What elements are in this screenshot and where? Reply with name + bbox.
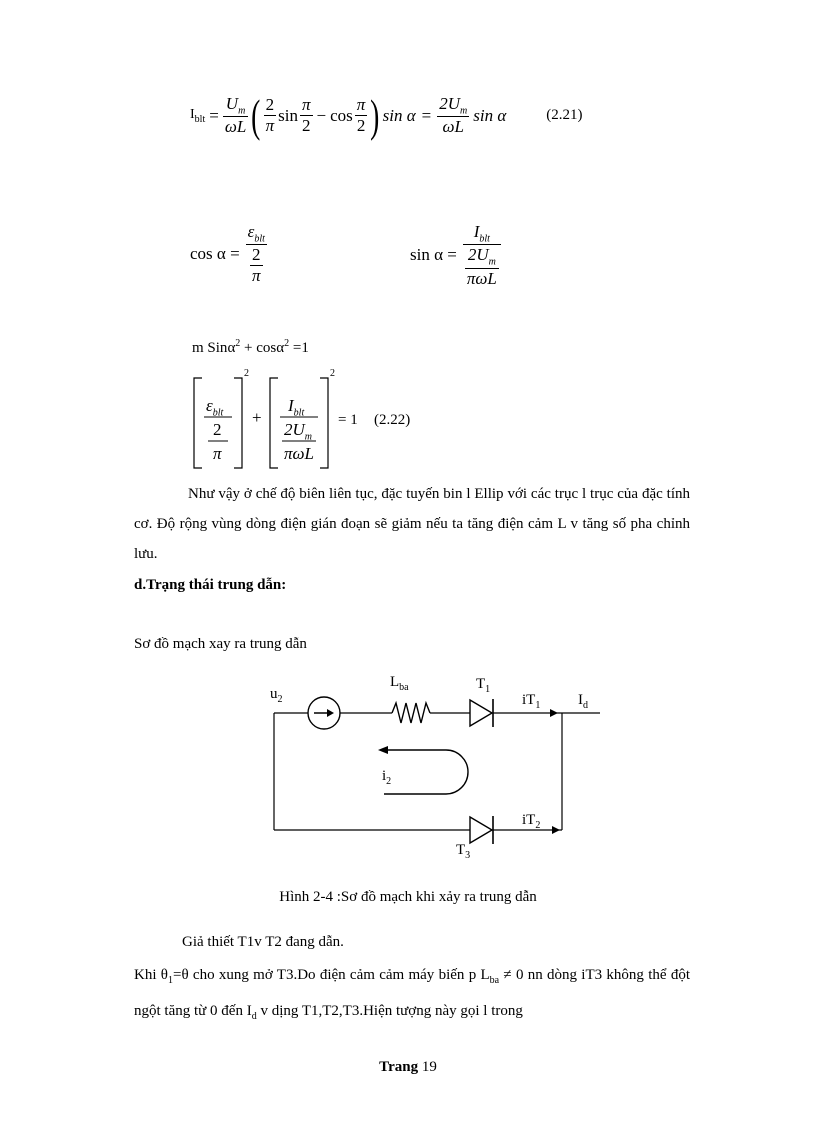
- cos-alpha-eps: ε: [247, 222, 255, 241]
- eq22-sq-1: 2: [244, 368, 249, 379]
- eq21-omega-l: ωL: [224, 117, 247, 137]
- p3-sub-b: ba: [489, 975, 500, 986]
- sin-alpha-pi-omega-l: πωL: [466, 268, 497, 288]
- p3-part-a: Khi θ: [134, 967, 168, 983]
- eq22-i-sub: blt: [293, 407, 305, 419]
- footer-label: Trang: [379, 1059, 419, 1075]
- diode-t1-icon: [470, 700, 492, 726]
- eq21-two-um-sub: m: [460, 105, 468, 117]
- label-it1-sub: 1: [535, 700, 541, 711]
- label-u2-sub: 2: [277, 694, 283, 705]
- sin-alpha-two-um: 2U: [467, 245, 489, 265]
- identity-m-sin: m Sin: [192, 340, 228, 356]
- eq21-pi-b: π: [356, 95, 366, 115]
- label-t3-sub: 3: [465, 850, 471, 861]
- sin-alpha-um-sub: m: [488, 256, 496, 268]
- label-id-sym: I: [578, 692, 583, 708]
- label-it1: [522, 690, 540, 716]
- sin-alpha-lhs: sin α =: [410, 245, 457, 265]
- eq21-two-um: 2U: [439, 94, 461, 113]
- eq21-um: U: [225, 94, 239, 113]
- eq21-two-b: 2: [355, 115, 368, 136]
- label-it2: [522, 810, 540, 836]
- label-t1: [476, 674, 490, 700]
- p3-sub-a: 1: [167, 975, 173, 986]
- eq22-pi: π: [213, 444, 222, 463]
- eq21-um-sub: m: [238, 105, 246, 117]
- label-id-sub: d: [583, 700, 588, 711]
- identity-line: [192, 334, 309, 358]
- cos-alpha-pi: π: [252, 266, 261, 286]
- sin-alpha-i: I: [473, 222, 480, 241]
- label-i2-sym: i: [382, 768, 387, 784]
- equation-2-22: [190, 364, 470, 476]
- footer-page-number: 19: [421, 1059, 437, 1075]
- equation-cos-alpha: [190, 222, 267, 286]
- cos-alpha-two: 2: [252, 245, 261, 265]
- label-it2-sub: 2: [535, 820, 541, 831]
- eq22-two-um: [284, 420, 312, 442]
- eq21-frac-2um-omegal: [437, 94, 469, 137]
- eq22-i-sym: I: [288, 396, 294, 415]
- identity-alpha-2: α: [276, 340, 285, 356]
- eq21-equals-1: =: [209, 105, 219, 125]
- eq21-sin: sin: [278, 105, 298, 125]
- sin-alpha-i-sub: blt: [479, 233, 490, 245]
- equation-sin-alpha: [410, 222, 501, 289]
- label-lba-sym: L: [390, 674, 400, 690]
- cos-alpha-eps-sub: blt: [254, 233, 265, 245]
- label-t1-sub: 1: [485, 684, 491, 695]
- eq22-eps-sub: blt: [212, 407, 224, 419]
- eq21-lhs-sub: blt: [194, 113, 206, 125]
- eq22-two-um-sym: 2U: [284, 420, 305, 439]
- label-i2-sub: 2: [386, 776, 392, 787]
- circuit-svg: [260, 670, 620, 870]
- eq22-number: (2.22): [374, 412, 411, 428]
- sin-alpha-fraction: [463, 222, 501, 289]
- cos-alpha-inner-fraction: [250, 245, 263, 286]
- label-lba: [390, 672, 409, 698]
- eq21-left-paren: (: [251, 89, 261, 141]
- resistor-icon: [392, 703, 430, 723]
- current-arrow-it1-icon: [550, 709, 558, 717]
- eq21-number: (2.21): [546, 107, 583, 124]
- cos-alpha-fraction: [246, 222, 267, 286]
- p3-sub-c: d: [251, 1011, 257, 1022]
- equation-2-21: [190, 89, 583, 141]
- label-t3: [456, 840, 470, 866]
- label-id: [578, 690, 588, 716]
- p3-part-d: v dịng T1,T2,T3.Hiện tượng này gọi l trong: [256, 1003, 523, 1019]
- identity-sq-1: 2: [235, 338, 241, 349]
- eq21-lhs: I: [190, 106, 195, 122]
- eq22-brackets: [190, 364, 470, 476]
- label-t3-sym: T: [456, 842, 466, 858]
- eq21-equals-2: =: [421, 105, 432, 125]
- paragraph-ellipse: Như vậy ở chế độ biên liên tục, đặc tuyến bin l Ellip với các trục l trục của đặc tính cơ. Độ rộng vùng dòng điện gián đoạn sẽ giảm nếu ta tăng điện cảm L v tăng số pha chỉnh lưu.: [134, 486, 690, 562]
- eq21-cos: cos: [330, 105, 353, 125]
- circuit-diagram: [260, 670, 620, 870]
- p3-part-c: ≠ 0 nn dòng iT3 không thể đột ngột tăng từ 0 đến I: [134, 967, 691, 1019]
- eq22-i: [288, 396, 304, 418]
- section-heading: d.Trạng thái trung dẫn:: [134, 577, 287, 593]
- sin-alpha-inner-fraction: [465, 245, 499, 288]
- circuit-intro: Sơ đồ mạch xay ra trung dẫn: [134, 636, 307, 652]
- identity-eq-one: =1: [289, 340, 309, 356]
- eq22-eps: [206, 396, 223, 418]
- eq22-um-sub: m: [304, 431, 313, 443]
- paragraph-assumption: Giả thiết T1v T2 đang dẫn.: [182, 934, 344, 950]
- label-lba-sub: ba: [399, 682, 409, 693]
- eq21-pi-a: π: [302, 95, 311, 115]
- label-i2: [382, 766, 391, 792]
- eq22-equals-one: = 1: [338, 412, 358, 428]
- circulating-current-loop: [384, 750, 468, 794]
- figure-caption: Hình 2-4 :Sơ đồ mạch khi xảy ra trung dẫn: [279, 889, 537, 905]
- eq21-frac-pi-2-a: [300, 95, 313, 136]
- label-u2: [270, 684, 283, 710]
- label-it2-sym: iT: [522, 812, 536, 828]
- eq21-omega-l-2: ωL: [437, 116, 469, 137]
- identity-sq-2: 2: [284, 338, 290, 349]
- eq21-sin-alpha-1: sin α: [382, 105, 416, 125]
- eq22-plus: +: [252, 408, 262, 427]
- label-t1-sym: T: [476, 676, 486, 692]
- eq21-minus: −: [316, 105, 327, 125]
- eq22-sq-2: 2: [330, 368, 335, 379]
- eq21-two: 2: [265, 95, 275, 115]
- page-footer: [0, 1057, 816, 1077]
- eq21-right-paren: ): [370, 89, 380, 141]
- p3-part-b: =θ cho xung mở T3.Do điện cảm cảm máy biến p L: [172, 967, 490, 983]
- label-u2-sym: u: [270, 686, 278, 702]
- current-arrow-it2-icon: [552, 826, 560, 834]
- eq21-frac-2-pi: [264, 95, 277, 136]
- eq21-frac-um-omegal: [223, 94, 248, 137]
- cos-alpha-lhs: cos α =: [190, 244, 240, 264]
- eq21-frac-pi-2-b: [355, 95, 368, 136]
- eq21-two-a: 2: [300, 115, 313, 136]
- eq22-pi-omega-l: πωL: [284, 444, 314, 463]
- label-it1-sym: iT: [522, 692, 536, 708]
- eq21-pi: π: [265, 116, 275, 136]
- eq21-sin-alpha-2: sin α: [473, 105, 507, 125]
- eq22-eps-sym: ε: [206, 396, 213, 415]
- identity-alpha-1: α: [227, 340, 236, 356]
- identity-plus-cos: + cos: [240, 340, 277, 356]
- eq22-two: 2: [213, 420, 222, 439]
- paragraph-overlap: [134, 960, 690, 1032]
- diode-t3-icon: [470, 817, 492, 843]
- circulating-arrow-icon: [378, 746, 388, 754]
